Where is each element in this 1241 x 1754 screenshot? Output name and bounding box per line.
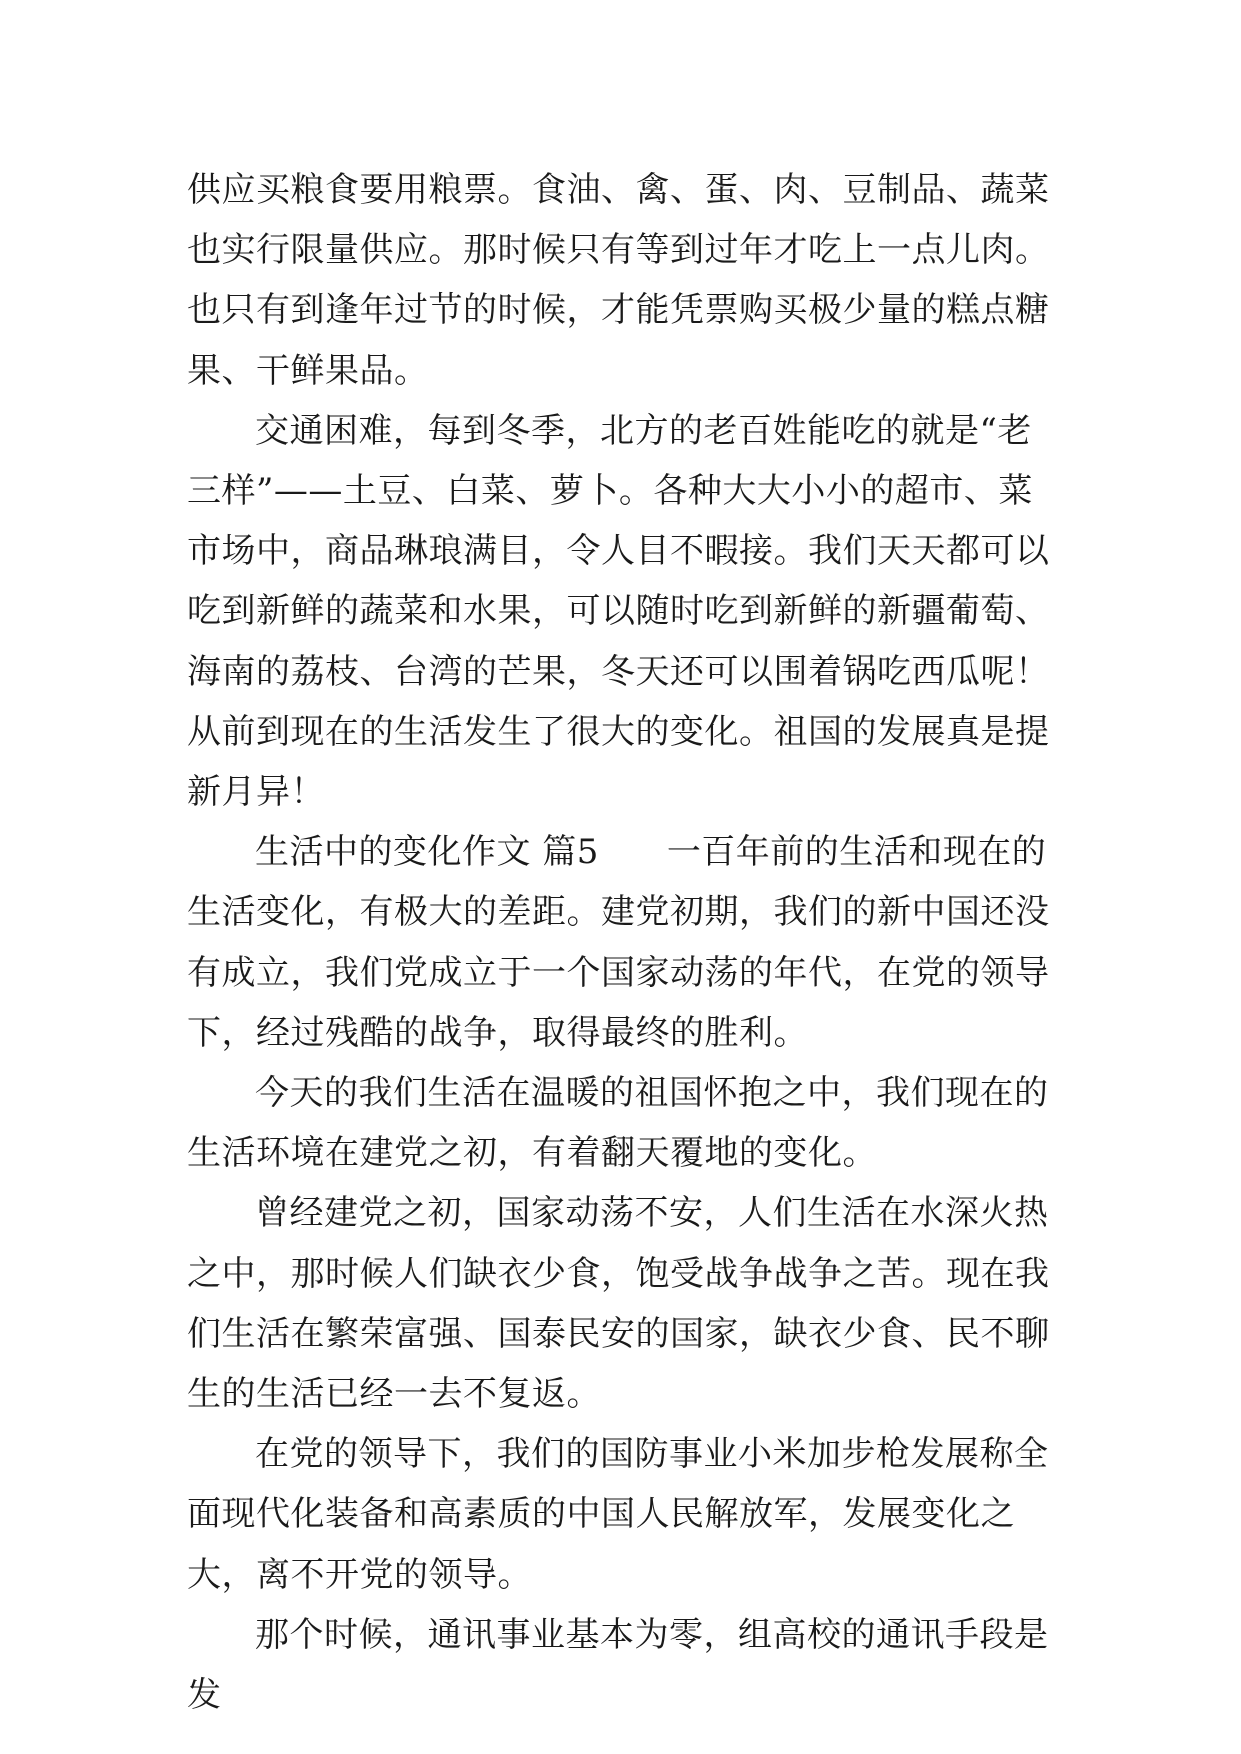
paragraph-early-party: 曾经建党之初，国家动荡不安，人们生活在水深火热之中，那时候人们缺衣少食，饱受战争战争之苦。现在我们生活在繁荣富强、国泰民安的国家，缺衣少食、民不聊生的生活已经一去不复返。 [187, 1193, 1050, 1415]
paragraph-transport: 交通困难，每到冬季，北方的老百姓能吃的就是“老三样”——土豆、白菜、萝卜。各种大大小小的超市、菜市场中，商品琳琅满目，令人目不暇接。我们天天都可以吃到新鲜的蔬菜和水果，可以随时吃到新鲜的新疆葡萄、海南的荔枝、台湾的芒果，冬天还可以围着锅吃西瓜呢！从前到现在的生活发生了很大的变化。祖国的发展真是提新月异！ [187, 410, 1050, 813]
paragraph-section-5 [187, 822, 1057, 1063]
paragraph-today: 今天的我们生活在温暖的祖国怀抱之中，我们现在的生活环境在建党之初，有着翻天覆地的变化。 [187, 1073, 1049, 1174]
paragraph-defense: 在党的领导下，我们的国防事业小米加步枪发展称全面现代化装备和高素质的中国人民解放军，发展变化之大，离不开党的领导。 [187, 1434, 1049, 1595]
document-body [187, 160, 1057, 1725]
section-title: 生活中的变化作文 篇5 [255, 832, 599, 873]
paragraph-communication: 那个时候，通讯事业基本为零，组高校的通讯手段是发 [187, 1614, 1049, 1716]
section-5-text: 一百年前的生活和现在的生活变化，有极大的差距。建党初期，我们的新中国还没有成立，我们党成立于一个国家动荡的年代，在党的领导下，经过残酷的战争，取得最终的胜利。 [187, 832, 1050, 1053]
paragraph-continuation: 供应买粮食要用粮票。食油、禽、蛋、肉、豆制品、蔬菜也实行限量供应。那时候只有等到过年才吃上一点儿肉。也只有到逢年过节的时候，才能凭票购买极少量的糕点糖果、干鲜果品。 [187, 170, 1050, 391]
